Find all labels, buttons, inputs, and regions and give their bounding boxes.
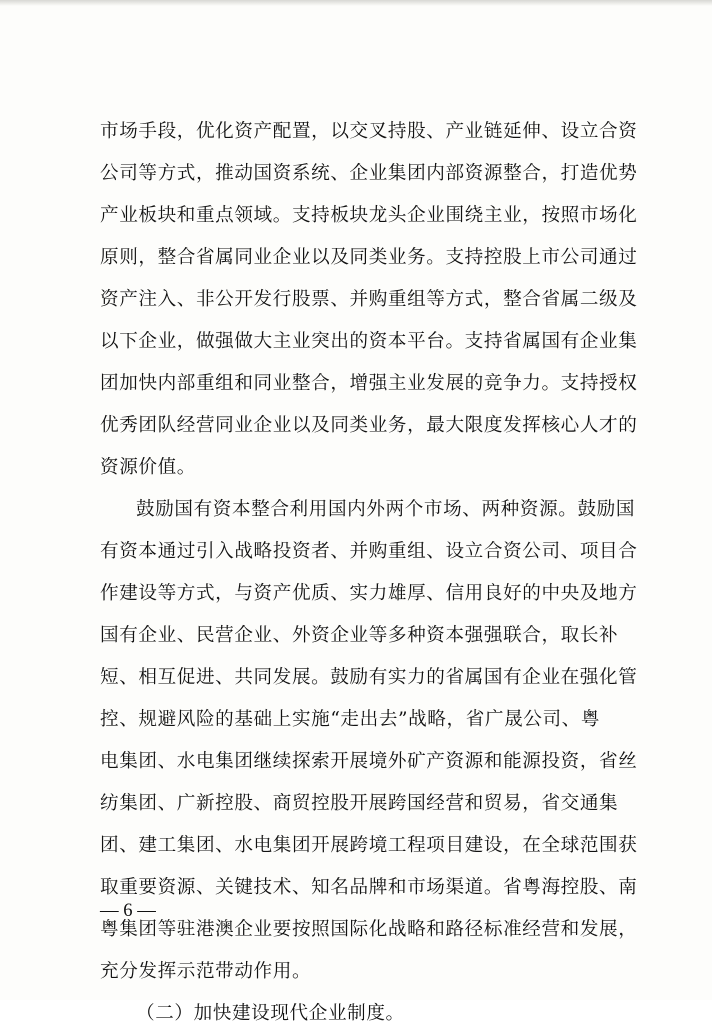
body-text: [100, 111, 638, 1035]
text-line: 原则，整合省属同业企业以及同类业务。支持控股上市公司通过: [100, 247, 638, 268]
text-line: 资产注入、非公开发行股票、并购重组等方式，整合省属二级及: [100, 289, 638, 310]
text-line: 团、建工集团、水电集团开展跨境工程项目建设，在全球范围获: [100, 835, 638, 856]
paragraph-start-line: 鼓励国有资本整合利用国内外两个市场、两种资源。鼓励国: [136, 499, 636, 520]
text-line: 电集团、水电集团继续探索开展境外矿产资源和能源投资，省丝: [100, 751, 638, 772]
text-line: 取重要资源、关键技术、知名品牌和市场渠道。省粤海控股、南: [100, 877, 638, 898]
text-line: 产业板块和重点领域。支持板块龙头企业围绕主业，按照市场化: [100, 205, 638, 226]
text-line: 资源价值。: [100, 457, 196, 478]
text-line: 团加快内部重组和同业整合，增强主业发展的竞争力。支持授权: [100, 373, 638, 394]
text-line: 市场手段，优化资产配置，以交叉持股、产业链延伸、设立合资: [100, 121, 638, 142]
text-line: 公司等方式，推动国资系统、企业集团内部资源整合，打造优势: [100, 163, 638, 184]
text-line: 优秀团队经营同业企业以及同类业务，最大限度发挥核心人才的: [100, 415, 638, 436]
text-line: 控、规避风险的基础上实施“走出去”战略，省广晟公司、粤: [100, 709, 601, 730]
text-line: 有资本通过引入战略投资者、并购重组、设立合资公司、项目合: [100, 541, 638, 562]
page-number: — 6 —: [100, 900, 156, 921]
text-line: 充分发挥示范带动作用。: [100, 961, 312, 982]
text-line: 作建设等方式，与资产优质、实力雄厚、信用良好的中央及地方: [100, 583, 638, 604]
text-line: 国有企业、民营企业、外资企业等多种资本强强联合，取长补: [100, 625, 619, 646]
text-line: 粤集团等驻港澳企业要按照国际化战略和路径标准经营和发展，: [100, 919, 638, 940]
text-line: 短、相互促进、共同发展。鼓励有实力的省属国有企业在强化管: [100, 667, 638, 688]
text-line: 以下企业，做强做大主业突出的资本平台。支持省属国有企业集: [100, 331, 638, 352]
text-line: 纺集团、广新控股、商贸控股开展跨国经营和贸易，省交通集: [100, 793, 619, 814]
scan-edge: [0, 0, 712, 6]
section-heading: （二）加快建设现代企业制度。: [136, 1003, 405, 1024]
